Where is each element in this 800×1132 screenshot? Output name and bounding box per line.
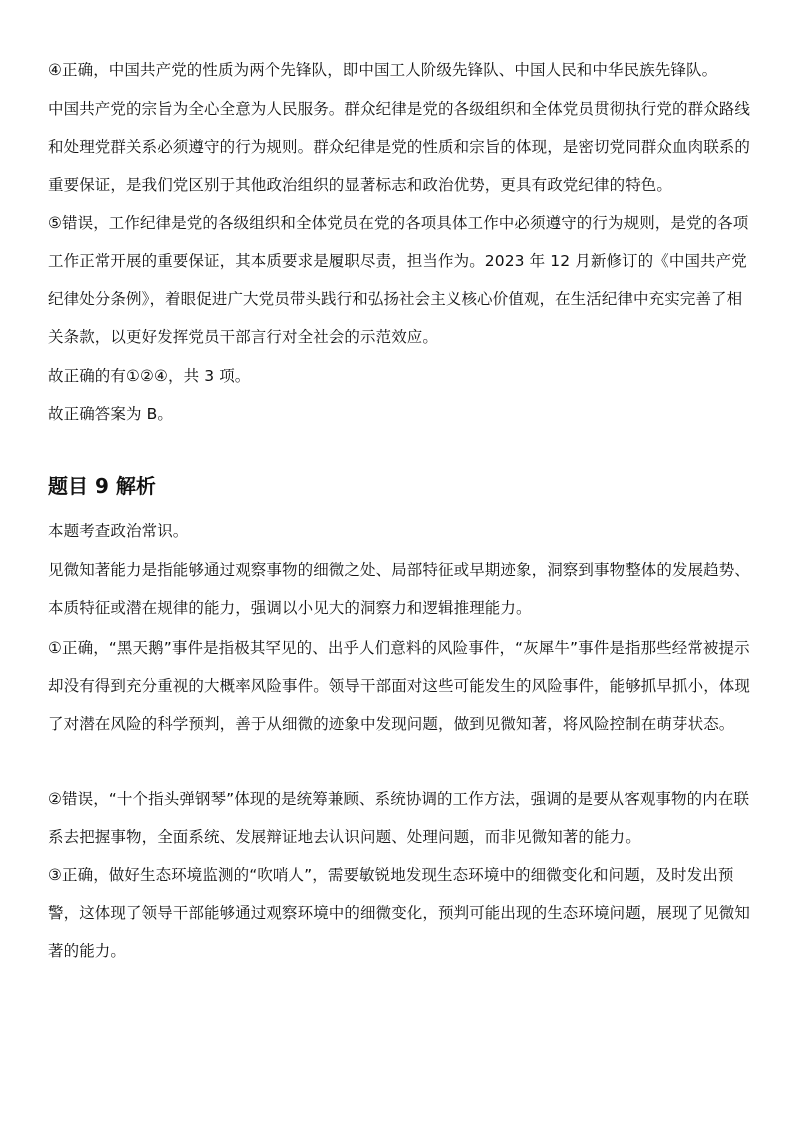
paragraph-item-3-correct: ③正确，做好生态环境监测的“吹哨人”，需要敏锐地发现生态环境中的细微变化和问题，及时发出预警，这体现了领导干部能够通过观察环境中的细微变化，预判可能出现的生态环境问题，展现了见微知著的能力。 <box>48 866 751 960</box>
paragraph-item-4-correct: ④正确，中国共产党的性质为两个先锋队，即中国工人阶级先锋队、中国人民和中华民族先锋队。 <box>48 61 718 79</box>
paragraph-item-2-wrong: ②错误，“十个指头弹钢琴”体现的是统筹兼顾、系统协调的工作方法，强调的是要从客观事物的内在联系去把握事物，全面系统、发展辩证地去认识问题、处理问题，而非见微知著的能力。 <box>48 790 750 846</box>
section-title-q9: 题目 9 解析 <box>48 474 156 498</box>
paragraph-answer: 故正确答案为 B。 <box>48 405 173 423</box>
paragraph-item-1-correct: ①正确，“黑天鹅”事件是指极其罕见的、出乎人们意料的风险事件，“灰犀牛”事件是指那些经常被提示却没有得到充分重视的大概率风险事件。领导干部面对这些可能发生的风险事件，能够抓早抓小，体现了对潜在风险的科学预判，善于从细微的迹象中发现问题，做到见微知著，将风险控制在萌芽状态。 <box>48 639 751 733</box>
paragraph-topic: 本题考查政治常识。 <box>48 522 189 540</box>
paragraph-item-5-wrong: ⑤错误，工作纪律是党的各级组织和全体党员在党的各项具体工作中必须遵守的行为规则，是党的各项工作正常开展的重要保证，其本质要求是履职尽责，担当作为。2023 年 12 月新修订的《中国共产党纪律处分条例》，着眼促进广大党员带头践行和弘扬社会主义核心价值观，在生活纪律中充实完善了相关条款，以更好发挥党员干部言行对全社会的示范效应。 <box>48 214 749 346</box>
paragraph-party-purpose: 中国共产党的宗旨为全心全意为人民服务。群众纪律是党的各级组织和全体党员贯彻执行党的群众路线和处理党群关系必须遵守的行为规则。群众纪律是党的性质和宗旨的体现，是密切党同群众血肉联系的重要保证，是我们党区别于其他政治组织的显著标志和政治优势，更具有政党纪律的特色。 <box>48 100 751 194</box>
paragraph-definition: 见微知著能力是指能够通过观察事物的细微之处、局部特征或早期迹象，洞察到事物整体的发展趋势、本质特征或潜在规律的能力，强调以小见大的洞察力和逻辑推理能力。 <box>48 561 751 617</box>
paragraph-correct-count: 故正确的有①②④，共 3 项。 <box>48 367 251 385</box>
